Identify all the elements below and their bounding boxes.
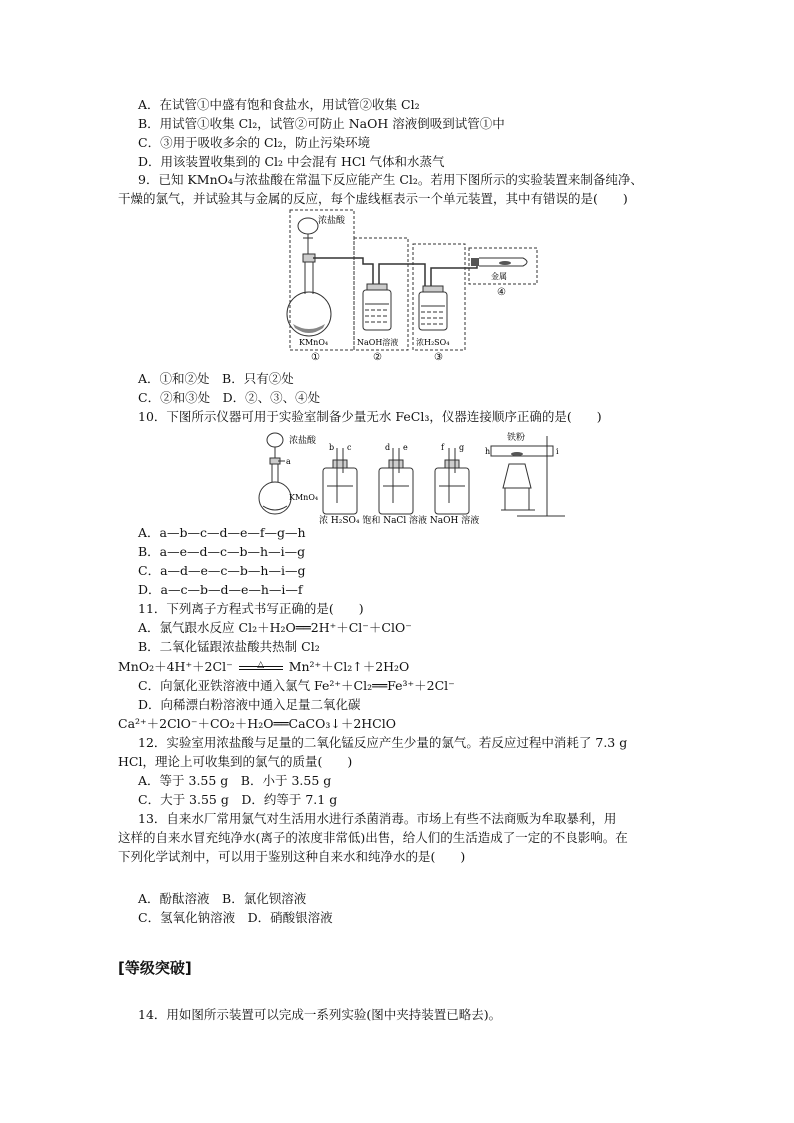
section-heading: [等级突破] (118, 959, 192, 977)
q9-stem-line2: 干燥的氯气，并试验其与金属的反应，每个虚线框表示一个单元装置，其中有错误的是( ) (118, 191, 628, 206)
q9-num-1: ① (311, 352, 320, 363)
q9-unit-box-3 (413, 244, 465, 350)
q11-option-d-equation: Ca²⁺＋2ClO⁻＋CO₂＋H₂O══CaCO₃↓＋2HClO (118, 716, 396, 731)
q13-options-line1: A．酚酞溶液 B．氯化钡溶液 (138, 891, 307, 906)
q9-num-2: ② (373, 352, 382, 363)
q12-options-line2: C．大于 3.55 g D．约等于 7.1 g (138, 792, 338, 807)
q10-letter-f: f (441, 443, 444, 452)
q11-b-eq-arrow (233, 660, 289, 675)
q10-bottom-label: 浓 H₂SO₄ 饱和 NaCl 溶液 NaOH 溶液 (319, 516, 480, 524)
q12-options-line1: A．等于 3.55 g B．小于 3.55 g (138, 773, 332, 788)
q10-option-a: A．a—b—c—d—e—f—g—h (138, 525, 306, 540)
q12-stem-line1: 12．实验室用浓盐酸与足量的二氧化锰反应产生少量的氯气。若反应过程中消耗了 7.3 g (138, 735, 628, 750)
q13-stem-line2: 这样的自来水冒充纯净水(离子的浓度非常低)出售，给人们的生活造成了一定的不良影响。在 (118, 830, 628, 845)
q11-stem: 11．下列离子方程式书写正确的是( ) (138, 601, 364, 616)
q11-option-d: D．向稀漂白粉溶液中通入足量二氧化碳 (138, 697, 361, 712)
q14-stem: 14．用如图所示装置可以完成一系列实验(图中夹持装置已略去)。 (138, 1007, 502, 1022)
q10-label-kmno4: KMnO₄ (289, 493, 319, 502)
q10-letter-d: d (385, 443, 391, 452)
q8-option-b: B．用试管①收集 Cl₂，试管②可防止 NaOH 溶液倒吸到试管①中 (138, 116, 505, 131)
q13-stem-line1: 13．自来水厂常用氯气对生活用水进行杀菌消毒。市场上有些不法商贩为牟取暴利，用 (138, 811, 617, 826)
q10-letter-c: c (347, 443, 352, 452)
q10-stem: 10．下图所示仪器可用于实验室制备少量无水 FeCl₃，仪器连接顺序正确的是( ) (138, 409, 602, 424)
q8-option-d: D．用该装置收集到的 Cl₂ 中会混有 HCl 气体和水蒸气 (138, 154, 445, 169)
q11-option-a: A．氯气跟水反应 Cl₂＋H₂O══2H⁺＋Cl⁻＋ClO⁻ (138, 620, 412, 635)
q8-option-c: C．③用于吸收多余的 Cl₂，防止污染环境 (138, 135, 371, 150)
q9-label-h2so4: 浓H₂SO₄ (416, 338, 450, 347)
q13-stem-line3: 下列化学试剂中，可以用于鉴别这种自来水和纯净水的是( ) (118, 849, 466, 864)
q9-num-4: ④ (497, 287, 506, 298)
q11-b-eq-condition: △ (257, 660, 265, 670)
q10-label-iron: 铁粉 (507, 433, 526, 443)
q11-option-c: C．向氯化亚铁溶液中通入氯气 Fe²⁺＋Cl₂══Fe³⁺＋2Cl⁻ (138, 678, 455, 693)
q9-num-3: ③ (434, 352, 443, 363)
q10-option-b: B．a—e—d—c—b—h—i—g (138, 544, 306, 559)
q9-label-naoh: NaOH溶液 (357, 338, 399, 347)
q8-option-a: A．在试管①中盛有饱和食盐水，用试管②收集 Cl₂ (138, 97, 420, 112)
q10-letter-b: b (329, 443, 335, 452)
q9-apparatus-figure (285, 208, 545, 368)
q9-unit-box-2 (354, 238, 408, 350)
q9-label-hcl: 浓盐酸 (318, 216, 346, 226)
q10-letter-e: e (403, 443, 408, 452)
q9-options-line2: C．②和③处 D．②、③、④处 (138, 390, 321, 405)
q9-label-kmno4: KMnO₄ (299, 338, 329, 347)
q10-option-c: C．a—d—e—c—b—h—i—g (138, 563, 306, 578)
q10-option-d: D．a—c—b—d—e—h—i—f (138, 582, 303, 597)
q11-b-eq-left: MnO₂＋4H⁺＋2Cl⁻ (118, 659, 233, 674)
q11-option-b-equation (118, 659, 409, 675)
q9-options-line1: A．①和②处 B．只有②处 (138, 371, 294, 386)
q10-apparatus-figure (255, 428, 575, 524)
q11-option-b: B．二氧化锰跟浓盐酸共热制 Cl₂ (138, 639, 320, 654)
q10-letter-g: g (459, 443, 465, 452)
q10-letter-h: h (485, 447, 491, 456)
q10-letter-a: a (286, 457, 291, 466)
q9-label-metal: 金属 (491, 272, 507, 281)
q12-stem-line2: HCl，理论上可收集到的氯气的质量( ) (118, 754, 353, 769)
q9-stem-line1: 9．已知 KMnO₄与浓盐酸在常温下反应能产生 Cl₂。若用下图所示的实验装置来制备纯净、 (138, 172, 643, 187)
q13-options-line2: C．氢氧化钠溶液 D．硝酸银溶液 (138, 910, 333, 925)
q11-b-eq-right: Mn²⁺＋Cl₂↑＋2H₂O (288, 659, 410, 674)
q10-letter-i: i (556, 447, 559, 456)
q10-label-hcl: 浓盐酸 (289, 436, 317, 446)
